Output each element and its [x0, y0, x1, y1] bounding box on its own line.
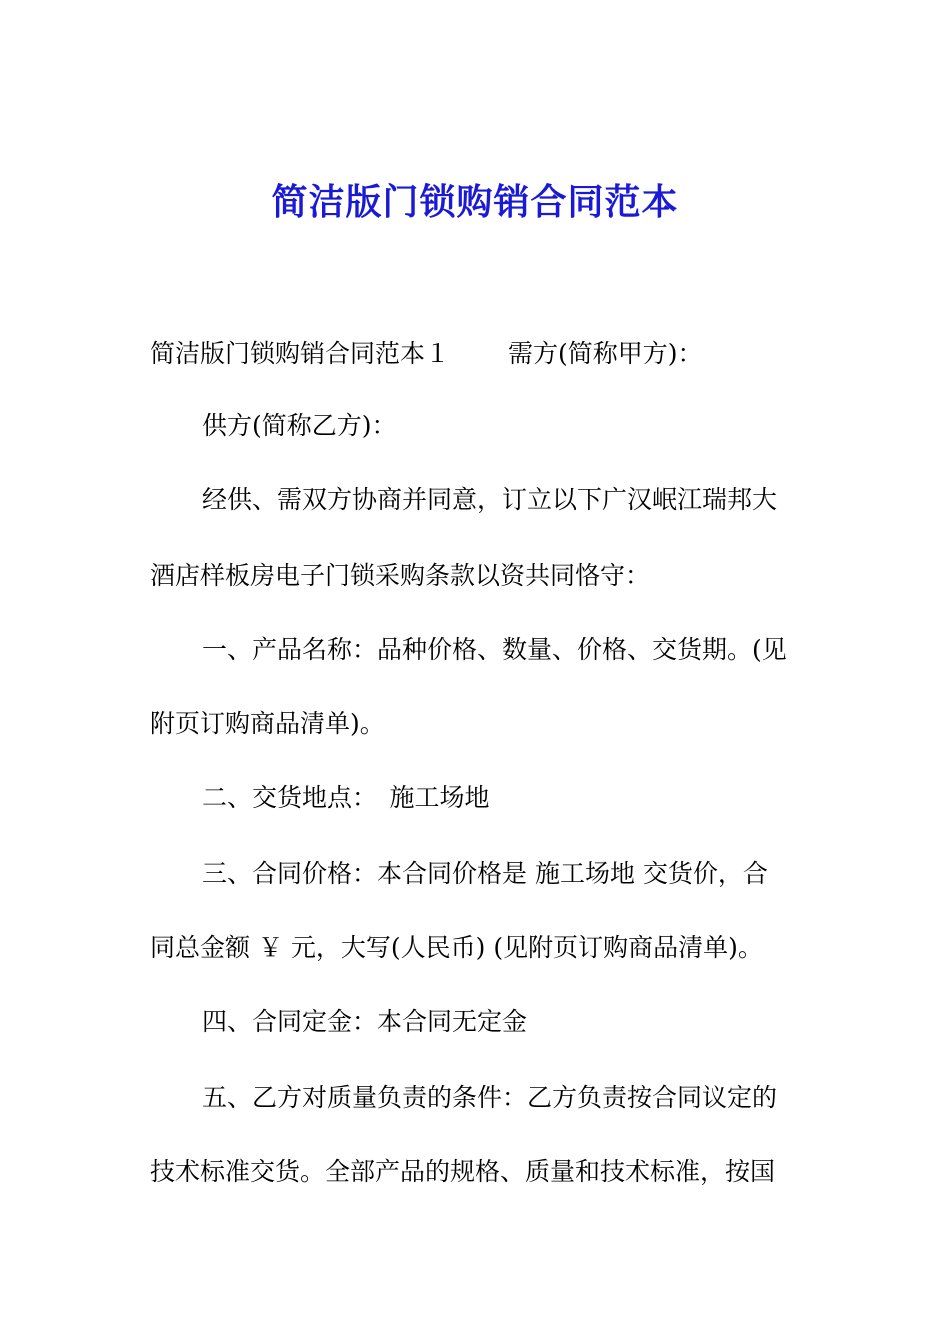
clause-1-line-1: 一、产品名称：品种价格、数量、价格、交货期。(见	[202, 635, 787, 664]
clause-5-line-1: 五、乙方对质量负责的条件：乙方负责按合同议定的	[202, 1083, 778, 1112]
clause-1-line-2: 附页订购商品清单)。	[150, 709, 385, 738]
supplier-label: 供方(简称乙方)：	[202, 411, 397, 440]
clause-3-line-1: 三、合同价格：本合同价格是 施工场地 交货价，合	[202, 859, 768, 888]
contract-heading-text: 简洁版门锁购销合同范本１	[150, 339, 451, 368]
paragraph-line-1	[150, 336, 703, 372]
clause-4: 四、合同定金：本合同无定金	[202, 1007, 528, 1036]
buyer-label: 需方(简称甲方)：	[508, 339, 703, 368]
paragraph-line-4: 酒店样板房电子门锁采购条款以资共同恪守：	[150, 561, 651, 590]
document-title: 简洁版门锁购销合同范本	[271, 182, 679, 223]
clause-2: 二、交货地点： 施工场地	[202, 783, 490, 812]
paragraph-line-3: 经供、需双方协商并同意，订立以下广汉岷江瑞邦大	[202, 485, 778, 514]
clause-5-line-2: 技术标准交货。全部产品的规格、质量和技术标准，按国	[150, 1157, 776, 1186]
clause-3-line-2: 同总金额 ￥ 元，大写(人民币) (见附页订购商品清单)。	[150, 933, 763, 962]
